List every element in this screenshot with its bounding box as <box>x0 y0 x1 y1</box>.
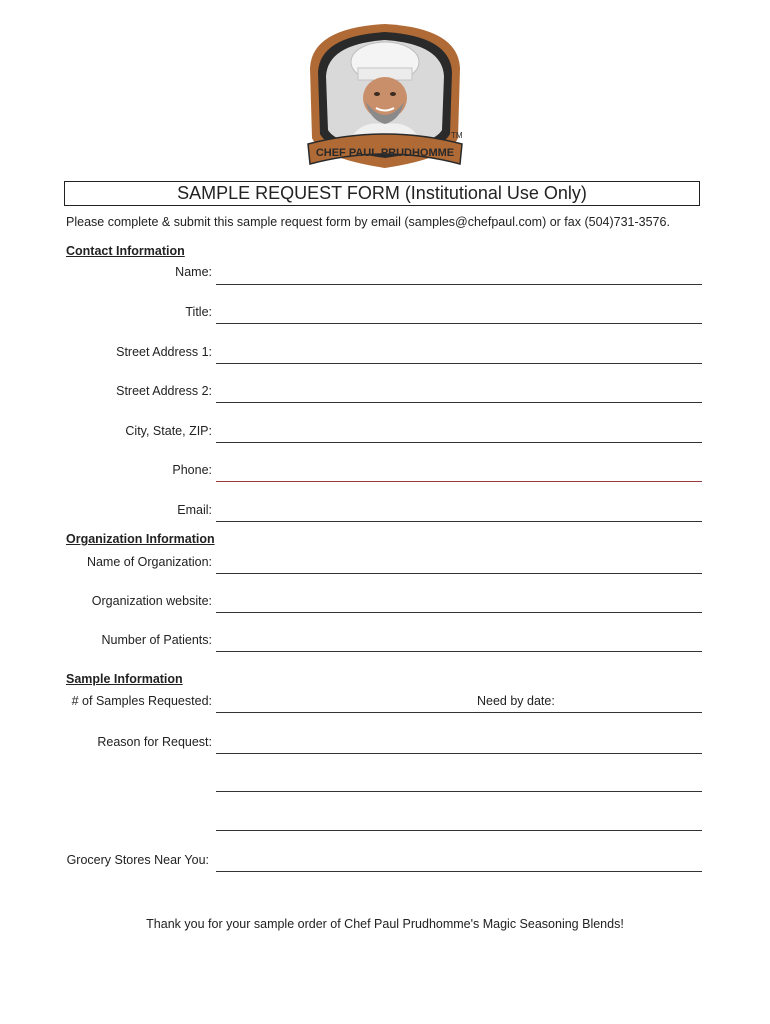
street-address-2-field[interactable] <box>216 402 702 403</box>
name-label: Name: <box>175 265 212 279</box>
city-state-zip-field[interactable] <box>216 442 702 443</box>
thank-you-message: Thank you for your sample order of Chef Paul Prudhomme's Magic Seasoning Blends! <box>146 917 624 931</box>
samples-requested-label: # of Samples Requested: <box>71 694 212 708</box>
street-address-1-label: Street Address 1: <box>116 345 212 359</box>
number-of-patients-field[interactable] <box>216 651 702 652</box>
form-title-box <box>64 181 700 206</box>
reason-for-request-label: Reason for Request: <box>97 735 212 749</box>
number-of-patients-label: Number of Patients: <box>101 633 212 647</box>
reason-for-request-field-line-2[interactable] <box>216 791 702 792</box>
title-label: Title: <box>185 305 212 319</box>
reason-for-request-field-line-3[interactable] <box>216 830 702 831</box>
form-instructions: Please complete & submit this sample request form by email (samples@chefpaul.com) or fax (504)731-3576. <box>66 215 670 229</box>
street-address-2-label: Street Address 2: <box>116 384 212 398</box>
sample-section-heading: Sample Information <box>66 672 183 686</box>
email-label: Email: <box>177 503 212 517</box>
chef-paul-logo <box>300 20 470 180</box>
need-by-date-label: Need by date: <box>477 694 555 708</box>
city-state-zip-label: City, State, ZIP: <box>125 424 212 438</box>
name-field[interactable] <box>216 284 702 285</box>
email-field[interactable] <box>216 521 702 522</box>
grocery-stores-label: Grocery Stores Near You: <box>66 853 209 867</box>
title-field[interactable] <box>216 323 702 324</box>
organization-name-field[interactable] <box>216 573 702 574</box>
logo-trademark: TM <box>451 131 463 140</box>
grocery-stores-field[interactable] <box>216 871 702 872</box>
organization-website-label: Organization website: <box>91 594 212 608</box>
contact-section-heading: Contact Information <box>66 244 185 258</box>
phone-field[interactable] <box>216 481 702 482</box>
street-address-1-field[interactable] <box>216 363 702 364</box>
form-title: SAMPLE REQUEST FORM (Institutional Use Only) <box>177 183 587 203</box>
phone-label: Phone: <box>172 463 212 477</box>
reason-for-request-field-line-1[interactable] <box>216 753 702 754</box>
organization-section-heading: Organization Information <box>66 532 215 546</box>
logo-brand-text: CHEF PAUL PRUDHOMME <box>315 147 455 159</box>
samples-requested-field[interactable] <box>216 712 702 713</box>
organization-name-label: Name of Organization: <box>86 555 212 569</box>
organization-website-field[interactable] <box>216 612 702 613</box>
